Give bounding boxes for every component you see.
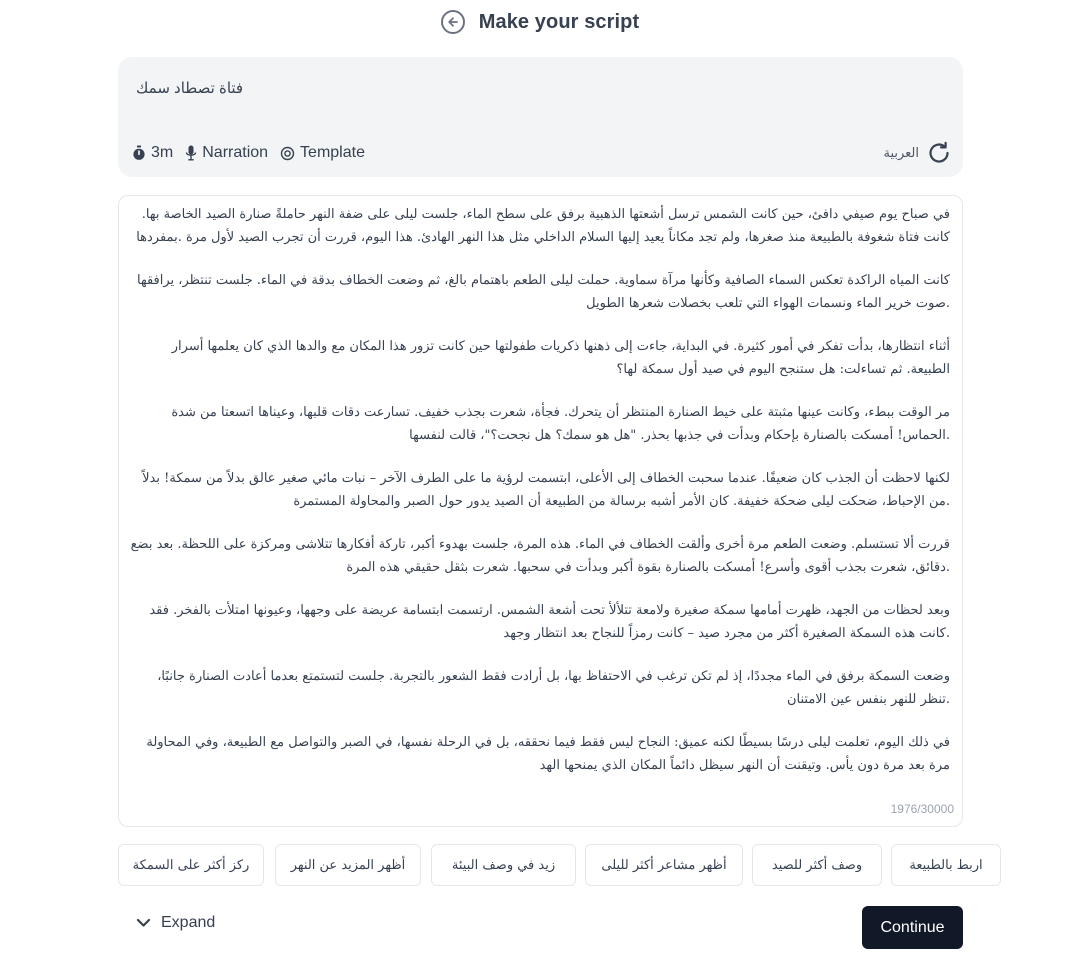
suggestion-chip[interactable]: زيد في وصف البيئة [431,844,576,886]
script-paragraph: كانت المياه الراكدة تعكس السماء الصافية وكأنها مرآة سماوية. حملت ليلى الطعم باهتمام بالغ، ثم وضعت الخطاف بدقة في الماء. جلست تنتظر، يرافقها .صوت خرير الماء ونسمات الهواء التي تلعب بخصلات شعرها الطويل [137,273,950,311]
expand-button[interactable] [136,914,215,932]
script-paragraph: في ذلك اليوم، تعلمت ليلى درسًا بسيطًا لكنه عميق: النجاح ليس فقط فيما نحققه، بل في الرحلة نفسها، في الصبر والتواصل مع الطبيعة، وفي المحاولة مرة بعد مرة دون يأس. وتيقنت أن النهر سيظل دائماً المكان الذي يمنحها الهد [146,735,950,773]
script-text[interactable] [129,204,950,798]
prompt-text: فتاة تصطاد سمك [136,80,244,97]
back-arrow-icon[interactable] [441,10,465,34]
language-selector[interactable] [883,141,951,165]
template-label: Template [300,144,365,161]
duration-option[interactable] [132,144,173,162]
narration-option[interactable] [185,144,268,162]
stopwatch-icon [132,145,146,161]
suggestion-chip[interactable]: وصف أكثر للصيد [752,844,882,886]
script-paragraph: لكنها لاحظت أن الجذب كان ضعيفًا. عندما سحبت الخطاف إلى الأعلى، ابتسمت لرؤية ما على الطرف الآخر – نبات مائي صغير عالق بدلاً من سمكة! بدلاً .من الإحباط، ضحكت ليلى ضحكة خفيفة. كان الأمر أشبه برسالة من الطبيعة أن الصيد يدور حول الصبر والمحاولة المستمرة [142,471,950,509]
template-option[interactable] [280,144,365,162]
suggestion-chip[interactable]: ركز أكثر على السمكة [118,844,264,886]
suggestion-chip[interactable]: اربط بالطبيعة [891,844,1001,886]
continue-button[interactable]: Continue [862,906,963,949]
microphone-icon [185,145,197,161]
script-editor[interactable] [118,195,963,827]
refresh-icon[interactable] [927,141,951,165]
suggestion-chip[interactable]: أظهر مشاعر أكثر لليلى [585,844,743,886]
script-paragraph: وبعد لحظات من الجهد، ظهرت أمامها سمكة صغيرة ولامعة تتلألأ تحت أشعة الشمس. ارتسمت ابتسامة عريضة على وجهها، وعيونها امتلأت بالفخر. فقد .كانت هذه السمكة الصغيرة أكثر من مجرد صيد – كانت رمزاً للنجاح بعد انتظار وجهد [149,603,950,641]
page-title: Make your script [478,10,640,33]
language-label: العربية [883,145,919,160]
narration-label: Narration [202,144,269,161]
prompt-card [118,57,963,177]
script-paragraph: في صباح يوم صيفي دافئ، حين كانت الشمس ترسل أشعتها الذهبية برفق على سطح الماء، جلست ليلى على ضفة النهر حاملةً صنارة الصيد الخاصة بها. كانت فتاة شغوفة بالطبيعة منذ صغرها، ولم تجد مكاناً يعيد إليها السلام الداخلي مثل هذا النهر الهادئ. هذا اليوم، قررت أن تجرب الصيد لأول مرة .بمفردها [136,207,950,245]
script-paragraph: أثناء انتظارها، بدأت تفكر في أمور كثيرة. في البداية، جاءت إلى ذهنها ذكريات طفولتها حين كانت تزور هذا المكان مع والدها الذي كان يعلمها أسرار الطبيعة. ثم تساءلت: هل ستنجح اليوم في صيد أول سمكة لها؟ [171,339,950,377]
expand-label: Expand [161,914,216,931]
suggestion-chips [118,844,983,888]
script-paragraph: مر الوقت ببطء، وكانت عينها مثبتة على خيط الصنارة المنتظر أن يتحرك. فجأة، شعرت بجذب خفيف. تسارعت دقات قلبها، وعيناها اتسعتا من شدة .الحماس! أمسكت بالصنارة بإحكام وبدأت في جذبها بحذر. "هل هو سمك؟ هل نجحت؟"، قالت لنفسها [171,405,950,443]
script-options [132,144,377,162]
chevron-down-icon [136,918,151,928]
character-counter: 1976/30000 [890,802,954,816]
duration-label: 3m [151,144,174,161]
script-paragraph: وضعت السمكة برفق في الماء مجددًا، إذ لم تكن ترغب في الاحتفاظ بها، بل أرادت فقط الشعور بالتجربة. جلست لتستمتع بعدما أعادت الصنارة جانبًا، .تنظر للنهر بنفس عين الامتنان [157,669,950,707]
suggestion-chip[interactable]: أظهر المزيد عن النهر [275,844,421,886]
target-icon [280,146,295,161]
page-header [0,0,1080,44]
script-paragraph: قررت ألا تستسلم. وضعت الطعم مرة أخرى وألقت الخطاف في الماء. هذه المرة، جلست بهدوء أكبر، تاركة أفكارها تتلاشى ومركزة على اللحظة. بعد بضع .دقائق، شعرت بجذب أقوى وأسرع! أمسكت بالصنارة بقوة أكبر وبدأت في سحبها. شعرت بثقل حقيقي هذه المرة [130,537,950,575]
